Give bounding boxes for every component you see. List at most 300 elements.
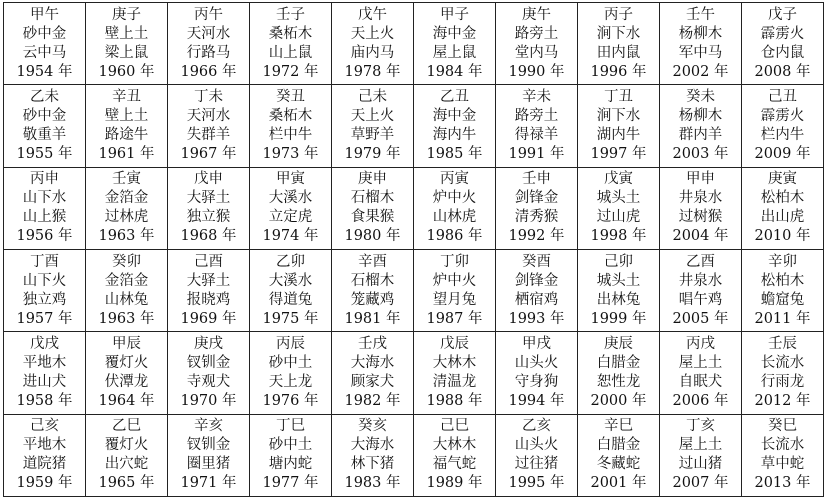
table-row	[4, 332, 824, 414]
nayin-label: 石榴木	[350, 272, 395, 289]
nayin-label: 剑锋金	[514, 272, 559, 289]
ganzhi-label: 戊午	[358, 6, 387, 23]
nayin-label: 井泉水	[678, 272, 723, 289]
table-row	[4, 3, 824, 85]
year-label: 1978 年	[344, 63, 401, 80]
year-label: 2006 年	[672, 392, 729, 409]
zodiac-animal-label: 敬重羊	[22, 126, 67, 143]
ganzhi-label: 戊辰	[440, 335, 469, 352]
ganzhi-label: 己丑	[768, 88, 797, 105]
zodiac-animal-label: 出林兔	[596, 291, 641, 308]
table-cell	[660, 414, 742, 496]
zodiac-animal-label: 路途牛	[104, 126, 149, 143]
year-label: 1957 年	[16, 310, 73, 327]
year-label: 1965 年	[98, 475, 155, 492]
year-label: 1993 年	[508, 310, 565, 327]
year-label: 1968 年	[180, 228, 237, 245]
table-cell	[578, 249, 660, 331]
ganzhi-label: 丙寅	[440, 171, 469, 188]
table-cell	[578, 85, 660, 167]
ganzhi-label: 庚寅	[768, 171, 797, 188]
zodiac-animal-label: 屋上鼠	[432, 44, 477, 61]
nayin-label: 天上火	[350, 107, 395, 124]
table-cell	[414, 414, 496, 496]
year-label: 1960 年	[98, 63, 155, 80]
nayin-label: 松柏木	[760, 272, 805, 289]
table-cell	[414, 3, 496, 85]
nayin-label: 平地木	[22, 354, 67, 371]
year-label: 1988 年	[426, 392, 483, 409]
nayin-label: 长流水	[760, 437, 805, 454]
zodiac-animal-label: 出穴蛇	[104, 456, 149, 473]
table-cell	[660, 85, 742, 167]
zodiac-animal-label: 望月兔	[432, 291, 477, 308]
zodiac-animal-label: 山上猴	[22, 209, 67, 226]
table-row	[4, 85, 824, 167]
ganzhi-label: 己酉	[194, 253, 223, 270]
nayin-label: 壁上土	[104, 25, 149, 42]
nayin-label: 金箔金	[104, 272, 149, 289]
ganzhi-label: 丁亥	[686, 418, 715, 435]
ganzhi-label: 癸未	[686, 88, 715, 105]
table-cell	[168, 414, 250, 496]
year-label: 1954 年	[16, 63, 73, 80]
table-cell	[168, 249, 250, 331]
table-cell	[86, 85, 168, 167]
ganzhi-label: 丁卯	[440, 253, 469, 270]
zodiac-animal-label: 栏内牛	[760, 126, 805, 143]
year-label: 2003 年	[672, 145, 729, 162]
table-cell	[578, 3, 660, 85]
nayin-label: 白腊金	[596, 437, 641, 454]
table-cell	[742, 332, 824, 414]
table-cell	[168, 167, 250, 249]
table-cell	[414, 249, 496, 331]
zodiac-animal-label: 草中蛇	[760, 456, 805, 473]
zodiac-animal-label: 报晓鸡	[186, 291, 231, 308]
nayin-label: 城头土	[596, 272, 641, 289]
nayin-label: 海中金	[432, 25, 477, 42]
nayin-label: 长流水	[760, 354, 805, 371]
table-cell	[742, 85, 824, 167]
table-cell	[742, 167, 824, 249]
year-label: 1976 年	[262, 392, 319, 409]
table-cell	[4, 3, 86, 85]
nayin-label: 山头火	[514, 437, 559, 454]
zodiac-animal-label: 栏中牛	[268, 126, 313, 143]
nayin-label: 炉中火	[432, 190, 477, 207]
year-label: 1956 年	[16, 228, 73, 245]
nayin-label: 杨柳木	[678, 107, 723, 124]
table-cell	[4, 414, 86, 496]
ganzhi-label: 庚子	[112, 6, 141, 23]
zodiac-animal-label: 食果猴	[350, 209, 395, 226]
zodiac-animal-label: 群内羊	[678, 126, 723, 143]
table-cell	[4, 85, 86, 167]
zodiac-animal-label: 笼藏鸡	[350, 291, 395, 308]
ganzhi-label: 壬戌	[358, 335, 387, 352]
zodiac-animal-label: 湖内牛	[596, 126, 641, 143]
zodiac-animal-label: 军中马	[678, 44, 723, 61]
nayin-label: 天河水	[186, 25, 231, 42]
table-cell	[332, 167, 414, 249]
nayin-label: 白腊金	[596, 354, 641, 371]
year-label: 1987 年	[426, 310, 483, 327]
zodiac-animal-label: 顾家犬	[350, 373, 395, 390]
year-label: 2001 年	[590, 475, 647, 492]
ganzhi-label: 壬午	[686, 6, 715, 23]
ganzhi-label: 戊子	[768, 6, 797, 23]
nayin-label: 城头土	[596, 190, 641, 207]
year-label: 1989 年	[426, 475, 483, 492]
ganzhi-label: 己巳	[440, 418, 469, 435]
zodiac-animal-label: 清秀猴	[514, 209, 559, 226]
ganzhi-label: 癸丑	[276, 88, 305, 105]
table-cell	[578, 414, 660, 496]
table-body	[4, 3, 824, 497]
year-label: 1974 年	[262, 228, 319, 245]
nayin-label: 砂中土	[268, 354, 313, 371]
ganzhi-label: 丁巳	[276, 418, 305, 435]
year-label: 1966 年	[180, 63, 237, 80]
nayin-label: 松柏木	[760, 190, 805, 207]
table-cell	[578, 332, 660, 414]
ganzhi-label: 丁未	[194, 88, 223, 105]
nayin-label: 金箔金	[104, 190, 149, 207]
nayin-label: 钗钏金	[186, 437, 231, 454]
year-label: 2000 年	[590, 392, 647, 409]
nayin-label: 剑锋金	[514, 190, 559, 207]
year-label: 1986 年	[426, 228, 483, 245]
table-cell	[86, 332, 168, 414]
table-cell	[414, 332, 496, 414]
ganzhi-label: 癸巳	[768, 418, 797, 435]
ganzhi-label: 庚辰	[604, 335, 633, 352]
year-label: 2008 年	[754, 63, 811, 80]
table-cell	[250, 249, 332, 331]
zodiac-animal-label: 梁上鼠	[104, 44, 149, 61]
ganzhi-label: 壬辰	[768, 335, 797, 352]
zodiac-animal-label: 仓内鼠	[760, 44, 805, 61]
nayin-label: 大海水	[350, 354, 395, 371]
table-cell	[332, 85, 414, 167]
year-label: 2011 年	[754, 310, 811, 327]
table-cell	[742, 249, 824, 331]
table-cell	[86, 414, 168, 496]
ganzhi-label: 戊申	[194, 171, 223, 188]
year-label: 1991 年	[508, 145, 565, 162]
year-label: 1984 年	[426, 63, 483, 80]
table-cell	[4, 167, 86, 249]
year-label: 1998 年	[590, 228, 647, 245]
nayin-label: 山头火	[514, 354, 559, 371]
year-label: 1963 年	[98, 228, 155, 245]
nayin-label: 砂中金	[22, 107, 67, 124]
nayin-label: 山下火	[22, 272, 67, 289]
nayin-label: 覆灯火	[104, 437, 149, 454]
table-cell	[4, 249, 86, 331]
nayin-label: 钗钏金	[186, 354, 231, 371]
nayin-label: 桑柘木	[268, 107, 313, 124]
ganzhi-label: 壬寅	[112, 171, 141, 188]
zodiac-animal-label: 得道兔	[268, 291, 313, 308]
year-label: 1990 年	[508, 63, 565, 80]
year-label: 1964 年	[98, 392, 155, 409]
table-cell	[332, 414, 414, 496]
ganzhi-label: 庚申	[358, 171, 387, 188]
table-cell	[660, 332, 742, 414]
zodiac-animal-label: 蟾窟兔	[760, 291, 805, 308]
ganzhi-label: 乙酉	[686, 253, 715, 270]
table-cell	[168, 332, 250, 414]
nayin-label: 路旁土	[514, 107, 559, 124]
year-label: 1999 年	[590, 310, 647, 327]
year-label: 1979 年	[344, 145, 401, 162]
zodiac-animal-label: 天上龙	[268, 373, 313, 390]
zodiac-animal-label: 伏潭龙	[104, 373, 149, 390]
zodiac-animal-label: 过林虎	[104, 209, 149, 226]
table-cell	[250, 167, 332, 249]
zodiac-animal-label: 塘内蛇	[268, 456, 313, 473]
ganzhi-label: 丁酉	[30, 253, 59, 270]
ganzhi-label: 壬子	[276, 6, 305, 23]
table-cell	[250, 85, 332, 167]
nayin-label: 路旁土	[514, 25, 559, 42]
ganzhi-label: 辛卯	[768, 253, 797, 270]
zodiac-animal-label: 山林兔	[104, 291, 149, 308]
nayin-label: 杨柳木	[678, 25, 723, 42]
table-cell	[250, 414, 332, 496]
zodiac-animal-label: 过树猴	[678, 209, 723, 226]
zodiac-animal-label: 山上鼠	[268, 44, 313, 61]
year-label: 1992 年	[508, 228, 565, 245]
table-cell	[332, 332, 414, 414]
year-label: 1970 年	[180, 392, 237, 409]
ganzhi-label: 癸酉	[522, 253, 551, 270]
year-label: 1980 年	[344, 228, 401, 245]
ganzhi-label: 丙午	[194, 6, 223, 23]
nayin-label: 屋上土	[678, 437, 723, 454]
zodiac-animal-label: 圈里猪	[186, 456, 231, 473]
ganzhi-label: 辛酉	[358, 253, 387, 270]
year-label: 1971 年	[180, 475, 237, 492]
table-cell	[86, 167, 168, 249]
year-label: 2010 年	[754, 228, 811, 245]
table-cell	[496, 414, 578, 496]
table-cell	[742, 414, 824, 496]
zodiac-animal-label: 海内牛	[432, 126, 477, 143]
table-cell	[496, 332, 578, 414]
nayin-label: 天上火	[350, 25, 395, 42]
ganzhi-label: 戊寅	[604, 171, 633, 188]
table-cell	[332, 3, 414, 85]
zodiac-animal-label: 云中马	[22, 44, 67, 61]
nayin-label: 涧下水	[596, 25, 641, 42]
nayin-label: 海中金	[432, 107, 477, 124]
zodiac-animal-label: 山林虎	[432, 209, 477, 226]
nayin-label: 覆灯火	[104, 354, 149, 371]
table-cell	[660, 249, 742, 331]
zodiac-animal-label: 独立猴	[186, 209, 231, 226]
zodiac-animal-label: 过山猪	[678, 456, 723, 473]
zodiac-animal-label: 行路马	[186, 44, 231, 61]
zodiac-animal-label: 田内鼠	[596, 44, 641, 61]
year-label: 2013 年	[754, 475, 811, 492]
nayin-label: 大溪水	[268, 272, 313, 289]
nayin-label: 大驿土	[186, 190, 231, 207]
nayin-label: 霹雳火	[760, 25, 805, 42]
zodiac-animal-label: 清温龙	[432, 373, 477, 390]
zodiac-animal-label: 唱午鸡	[678, 291, 723, 308]
table-cell	[496, 3, 578, 85]
zodiac-animal-label: 失群羊	[186, 126, 231, 143]
nayin-label: 砂中金	[22, 25, 67, 42]
ganzhi-label: 甲子	[440, 6, 469, 23]
zodiac-animal-label: 立定虎	[268, 209, 313, 226]
year-label: 2005 年	[672, 310, 729, 327]
zodiac-animal-label: 独立鸡	[22, 291, 67, 308]
ganzhi-label: 丙子	[604, 6, 633, 23]
ganzhi-label: 壬申	[522, 171, 551, 188]
table-cell	[168, 85, 250, 167]
zodiac-animal-label: 寺观犬	[186, 373, 231, 390]
ganzhi-label: 甲寅	[276, 171, 305, 188]
nayin-label: 砂中土	[268, 437, 313, 454]
ganzhi-nayin-table	[3, 2, 824, 497]
year-label: 2004 年	[672, 228, 729, 245]
year-label: 1977 年	[262, 475, 319, 492]
zodiac-animal-label: 草野羊	[350, 126, 395, 143]
zodiac-animal-label: 出山虎	[760, 209, 805, 226]
ganzhi-label: 丙戌	[686, 335, 715, 352]
ganzhi-label: 庚午	[522, 6, 551, 23]
table-cell	[414, 85, 496, 167]
nayin-label: 山下水	[22, 190, 67, 207]
ganzhi-label: 己卯	[604, 253, 633, 270]
zodiac-animal-label: 恕性龙	[596, 373, 641, 390]
year-label: 2012 年	[754, 392, 811, 409]
ganzhi-label: 辛亥	[194, 418, 223, 435]
table-cell	[660, 3, 742, 85]
year-label: 1994 年	[508, 392, 565, 409]
ganzhi-label: 乙亥	[522, 418, 551, 435]
table-cell	[250, 3, 332, 85]
zodiac-animal-label: 福气蛇	[432, 456, 477, 473]
nayin-label: 井泉水	[678, 190, 723, 207]
nayin-label: 涧下水	[596, 107, 641, 124]
table-cell	[86, 249, 168, 331]
year-label: 1997 年	[590, 145, 647, 162]
zodiac-animal-label: 堂内马	[514, 44, 559, 61]
year-label: 1985 年	[426, 145, 483, 162]
zodiac-animal-label: 守身狗	[514, 373, 559, 390]
year-label: 1961 年	[98, 145, 155, 162]
table-cell	[250, 332, 332, 414]
ganzhi-label: 乙卯	[276, 253, 305, 270]
ganzhi-label: 丁丑	[604, 88, 633, 105]
zodiac-animal-label: 自眠犬	[678, 373, 723, 390]
nayin-label: 大林木	[432, 354, 477, 371]
nayin-label: 壁上土	[104, 107, 149, 124]
zodiac-animal-label: 过往猪	[514, 456, 559, 473]
zodiac-animal-label: 庙内马	[350, 44, 395, 61]
table-cell	[168, 3, 250, 85]
nayin-label: 天河水	[186, 107, 231, 124]
year-label: 2002 年	[672, 63, 729, 80]
year-label: 1975 年	[262, 310, 319, 327]
ganzhi-label: 己未	[358, 88, 387, 105]
ganzhi-label: 戊戌	[30, 335, 59, 352]
table-cell	[4, 332, 86, 414]
zodiac-animal-label: 行雨龙	[760, 373, 805, 390]
year-label: 1959 年	[16, 475, 73, 492]
year-label: 1973 年	[262, 145, 319, 162]
ganzhi-label: 庚戌	[194, 335, 223, 352]
table-row	[4, 167, 824, 249]
zodiac-animal-label: 道院猪	[22, 456, 67, 473]
nayin-label: 屋上土	[678, 354, 723, 371]
zodiac-animal-label: 得禄羊	[514, 126, 559, 143]
ganzhi-label: 丙申	[30, 171, 59, 188]
ganzhi-label: 丙辰	[276, 335, 305, 352]
year-label: 1982 年	[344, 392, 401, 409]
ganzhi-label: 甲午	[30, 6, 59, 23]
nayin-label: 大海水	[350, 437, 395, 454]
table-cell	[578, 167, 660, 249]
zodiac-animal-label: 冬藏蛇	[596, 456, 641, 473]
year-label: 1955 年	[16, 145, 73, 162]
ganzhi-label: 甲申	[686, 171, 715, 188]
nayin-label: 石榴木	[350, 190, 395, 207]
year-label: 1963 年	[98, 310, 155, 327]
ganzhi-label: 癸卯	[112, 253, 141, 270]
nayin-label: 大驿土	[186, 272, 231, 289]
year-label: 2007 年	[672, 475, 729, 492]
year-label: 1972 年	[262, 63, 319, 80]
ganzhi-label: 甲戌	[522, 335, 551, 352]
ganzhi-label: 癸亥	[358, 418, 387, 435]
year-label: 1995 年	[508, 475, 565, 492]
ganzhi-label: 辛巳	[604, 418, 633, 435]
ganzhi-label: 辛丑	[112, 88, 141, 105]
table-cell	[496, 85, 578, 167]
table-cell	[414, 167, 496, 249]
zodiac-animal-label: 进山犬	[22, 373, 67, 390]
table-cell	[86, 3, 168, 85]
zodiac-animal-label: 栖宿鸡	[514, 291, 559, 308]
ganzhi-label: 甲辰	[112, 335, 141, 352]
year-label: 1969 年	[180, 310, 237, 327]
ganzhi-label: 辛未	[522, 88, 551, 105]
year-label: 1967 年	[180, 145, 237, 162]
year-label: 2009 年	[754, 145, 811, 162]
year-label: 1958 年	[16, 392, 73, 409]
table-cell	[742, 3, 824, 85]
year-label: 1981 年	[344, 310, 401, 327]
nayin-label: 大林木	[432, 437, 477, 454]
zodiac-animal-label: 林下猪	[350, 456, 395, 473]
nayin-label: 霹雳火	[760, 107, 805, 124]
nayin-label: 平地木	[22, 437, 67, 454]
table-cell	[332, 249, 414, 331]
year-label: 1996 年	[590, 63, 647, 80]
ganzhi-label: 乙丑	[440, 88, 469, 105]
ganzhi-label: 乙巳	[112, 418, 141, 435]
ganzhi-label: 乙未	[30, 88, 59, 105]
nayin-label: 大溪水	[268, 190, 313, 207]
ganzhi-label: 己亥	[30, 418, 59, 435]
table-row	[4, 249, 824, 331]
